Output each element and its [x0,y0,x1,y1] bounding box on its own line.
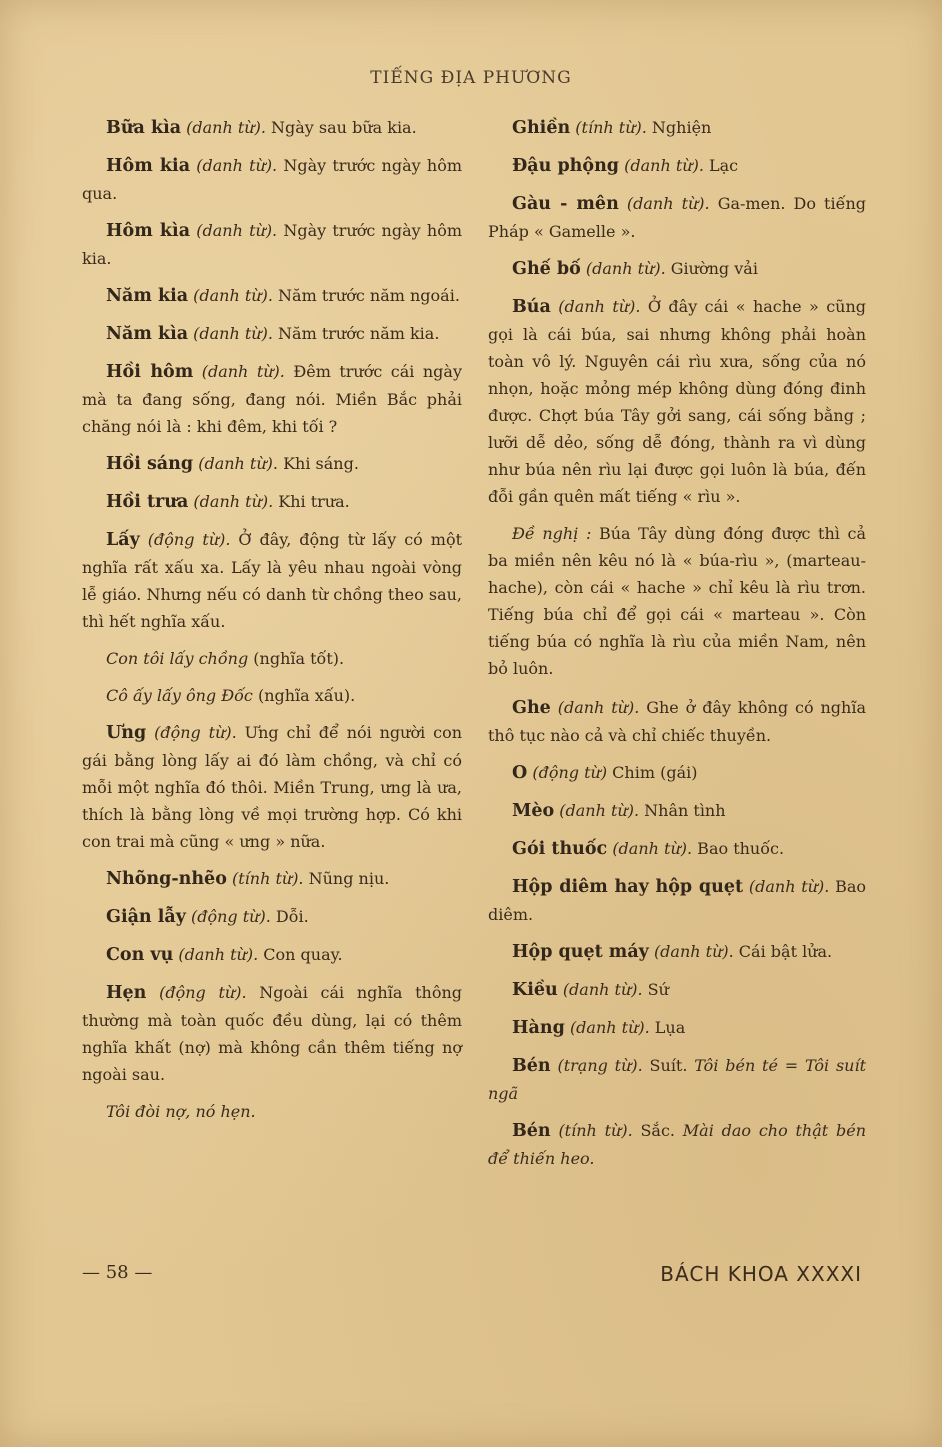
definition: Ngày trước ngày hôm kia. [82,221,462,268]
dictionary-entry [82,358,462,440]
definition: Ưng chỉ để nói người con gái bằng lòng lấy ai đó làm chồng, và chỉ có mỗi một nghĩa đó thôi. Miền Trung, ưng là ưa, thích là bằng lòng về mọi trường hợp. Có khi con trai mà cũng « ưng » nữa. [82,723,462,851]
definition: Giường vải [665,259,758,278]
headword: Hôm kia [106,156,191,176]
part-of-speech: (trạng từ). [557,1056,643,1075]
magazine-title: BÁCH KHOA XXXXI [660,1262,862,1286]
definition: Con quay. [258,945,343,964]
headword: Kiều [512,980,558,1000]
headword: O [512,763,528,783]
headword: Hồi sáng [106,454,194,474]
definition: Ở đây, động từ lấy có một nghĩa rất xấu xa. Lấy là yêu nhau ngoài vòng lễ giáo. Nhưng nếu có danh từ chồng theo sau, thì hết nghĩa xấu. [82,530,463,631]
headword: Hẹn [106,983,147,1003]
part-of-speech: (danh từ). [585,259,666,278]
part-of-speech: (danh từ). [193,492,274,511]
dictionary-entry [488,114,866,142]
example-note: (nghĩa xấu). [252,686,356,705]
part-of-speech: (động từ). [147,530,231,549]
dictionary-entry [488,759,866,787]
headword: Hàng [512,1018,565,1038]
dictionary-entry [82,114,462,142]
dictionary-entry [82,320,462,348]
definition: Nũng nịu. [303,869,390,888]
example-note: (nghĩa tốt). [248,649,345,668]
definition: Năm trước năm kia. [272,324,440,343]
part-of-speech: (tính từ). [558,1121,633,1140]
example-sentence [82,645,462,672]
headword: Lấy [106,530,140,550]
part-of-speech: (danh từ). [653,942,734,961]
headword: Mèo [512,801,555,821]
part-of-speech: (danh từ). [186,118,266,137]
dictionary-entry [82,903,462,931]
part-of-speech: (danh từ). [201,362,285,381]
part-of-speech: (động từ). [191,907,271,926]
definition: Ở đây cái « hache » cũng gọi là cái búa, sai nhưng không phải hoàn toàn vô lý. Nguyên cái rìu xưa, sống của nó nhọn, hoặc mỏng mép không dùng đóng đinh được. Chợt búa Tây gởi sang, cái sống bằng ; lưỡi dễ dẻo, sống dễ đóng, thành ra vì dùng như búa nên rìu lại được gọi luôn là búa, đến đỗi gần quên mất tiếng « rìu ». [488,297,867,506]
dictionary-entry [82,979,462,1088]
dictionary-entry [82,488,462,516]
definition: Ga-men. Do tiếng Pháp « Gamelle ». [488,194,866,241]
part-of-speech: (danh từ). [626,194,710,213]
headword: Năm kìa [106,324,189,344]
dictionary-entry [488,1014,866,1042]
definition: Ngày trước ngày hôm qua. [82,156,462,203]
part-of-speech: (động từ). [154,723,237,742]
definition: Bao diêm. [488,877,867,924]
part-of-speech: (tính từ). [231,869,304,888]
part-of-speech: (tính từ). [575,118,647,137]
headword: Con vụ [106,945,174,965]
right-column [488,114,866,1182]
definition: Ghe ở đây không có nghĩa thô tục nào cả và chỉ chiếc thuyền. [488,698,866,745]
definition: Nhân tình [639,801,726,820]
proposal-note [488,520,866,682]
definition: Sứ [642,980,669,999]
left-column [82,114,462,1135]
part-of-speech: (danh từ). [557,698,640,717]
part-of-speech: (danh từ). [196,156,278,175]
entry-ben-1 [488,1052,866,1107]
headword: Gàu - mên [512,194,619,214]
dictionary-entry [488,938,866,966]
headword: Ghiền [512,118,571,138]
definition: Chim (gái) [607,763,698,782]
headword: Búa [512,297,551,317]
part-of-speech: (danh từ). [178,945,259,964]
dictionary-entry [82,526,462,635]
note-label: Đề nghị : [512,524,592,543]
definition: Lụa [649,1018,686,1037]
dictionary-entry [488,835,866,863]
dictionary-entry [82,865,462,893]
example-sentence [82,682,462,709]
part-of-speech: (danh từ). [193,324,273,343]
example-text: Cô ấy lấy ông Đốc [106,686,253,705]
dictionary-entry [488,190,866,245]
part-of-speech: (danh từ). [562,980,643,999]
example-text: Con tôi lấy chồng [106,649,249,668]
dictionary-entry [488,873,866,928]
headword: Bén [512,1056,551,1076]
dictionary-entry [82,282,462,310]
headword: Gói thuốc [512,839,608,859]
headword: Hộp quẹt máy [512,942,649,962]
headword: Ghe [512,698,551,718]
headword: Bữa kìa [106,118,182,138]
dictionary-entry [488,152,866,180]
definition: Suít. [642,1056,688,1075]
part-of-speech: (danh từ). [558,297,641,316]
part-of-speech: (danh từ). [198,454,278,473]
running-head: TIẾNG ĐỊA PHƯƠNG [370,68,572,88]
definition: Khi trưa. [273,492,350,511]
note-text: Búa Tây dùng đóng được thì cả ba miền nên kêu nó là « búa-rìu », (marteau-hache), còn cái « hache » chỉ kêu là rìu trơn. Tiếng búa chỉ để gọi cái « marteau ». Còn tiếng búa có nghĩa là rìu của miền Nam, nên bỏ luôn. [488,524,867,678]
definition: Đêm trước cái ngày mà ta đang sống, đang nói. Miền Bắc phải chăng nói là : khi đêm, khi tối ? [82,362,462,436]
example: Mài dao cho thật bén để thiến heo. [488,1121,866,1168]
part-of-speech: (danh từ). [193,286,273,305]
part-of-speech: (danh từ). [612,839,693,858]
definition: Ngoài cái nghĩa thông thường mà toàn quốc đều dùng, lại có thêm nghĩa khất (nợ) mà không cần thêm tiếng nợ ngoài sau. [82,983,463,1084]
dictionary-entry [82,941,462,969]
headword: Hộp diêm hay hộp quẹt [512,877,744,897]
part-of-speech: (danh từ). [196,221,278,240]
page-number: — 58 — [82,1262,153,1283]
part-of-speech: (danh từ). [559,801,640,820]
headword: Hồi trưa [106,492,189,512]
definition: Bao thuốc. [692,839,785,858]
headword: Bén [512,1121,551,1141]
definition: Cái bật lửa. [733,942,833,961]
headword: Giận lẫy [106,907,186,927]
definition: Lạc [703,156,739,175]
headword: Năm kia [106,286,189,306]
definition: Khi sáng. [277,454,359,473]
headword: Nhõng-nhẽo [106,869,227,889]
part-of-speech: (danh từ). [748,877,830,896]
example-hen: Tôi đòi nợ, nó hẹn. [106,1102,256,1121]
definition: Năm trước năm ngoái. [272,286,460,305]
dictionary-entry [488,694,866,749]
dictionary-entry [82,217,462,272]
dictionary-entry [488,255,866,283]
headword: Đậu phộng [512,156,620,176]
example: Tôi bén té = Tôi suít ngã [488,1056,867,1103]
entry-ben-2 [488,1117,866,1172]
headword: Hồi hôm [106,362,194,382]
part-of-speech: (động từ). [159,983,247,1002]
dictionary-entry [488,976,866,1004]
definition: Dỗi. [270,907,309,926]
definition: Sắc. [632,1121,676,1140]
headword: Hôm kìa [106,221,191,241]
part-of-speech: (danh từ). [569,1018,650,1037]
dictionary-entry [82,719,462,855]
dictionary-entry [488,797,866,825]
dictionary-entry [82,152,462,207]
headword: Ưng [106,723,147,743]
dictionary-entry [82,450,462,478]
part-of-speech: (động từ) [532,763,608,782]
definition: Nghiện [646,118,712,137]
part-of-speech: (danh từ). [624,156,704,175]
definition: Ngày sau bữa kia. [265,118,417,137]
headword: Ghế bố [512,259,581,279]
dictionary-entry [488,293,866,510]
